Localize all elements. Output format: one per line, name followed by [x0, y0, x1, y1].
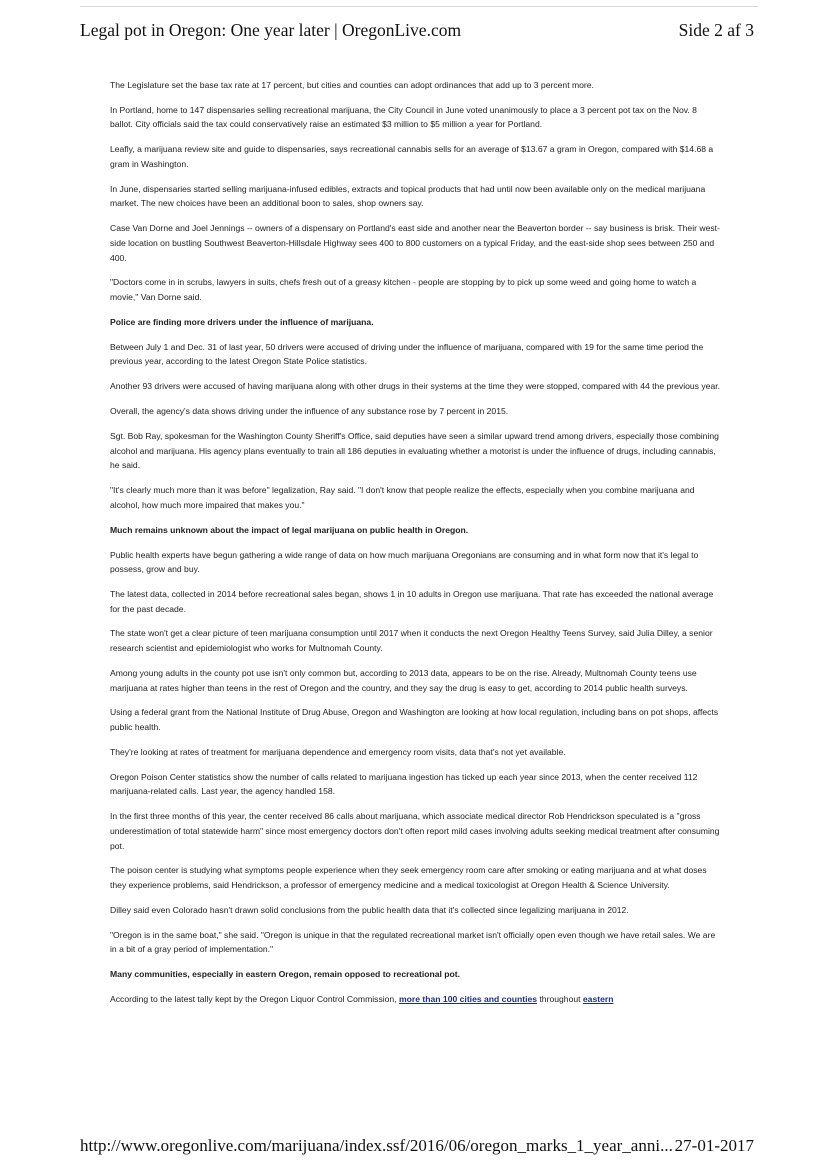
top-rule: [80, 6, 758, 7]
paragraph: The latest data, collected in 2014 before recreational sales began, shows 1 in 10 adults in Oregon use marijuana. That rate has exceeded the national average for the past decade.: [110, 589, 714, 614]
paragraph-text: throughout: [537, 994, 583, 1005]
paragraph: In the first three months of this year, the center received 86 calls about marijuana, which associate medical director Rob Hendrickson speculated is a "gross underestimation of total statewide harm" since most emergency doctors don't often report mild cases involving adults seeking medical treatment after consuming pot.: [110, 811, 720, 851]
paragraph: Among young adults in the county pot use isn't only common but, according to 2013 data, appears to be on the rise. Already, Multnomah County teens use marijuana at rates higher than teens in the rest of Oregon and the country, and they say the drug is easy to get, according to 2014 public health surveys.: [110, 667, 697, 693]
paragraph: Public health experts have begun gathering a wide range of data on how much marijuana Oregonians are consuming and in what form now that it's legal to possess, grow and buy.: [110, 549, 699, 575]
paragraph: The state won't get a clear picture of teen marijuana consumption until 2017 when it conducts the next Oregon Healthy Teens Survey, said Julia Dilley, a senior research scientist and epidemiologist who works for Multnomah County.: [110, 628, 713, 654]
paragraph: Using a federal grant from the National Institute of Drug Abuse, Oregon and Washington are looking at how local regulation, including bans on pot shops, affects public health.: [110, 707, 719, 733]
paragraph: The poison center is studying what symptoms people experience when they seek emergency room care after smoking or eating marijuana and at what doses they experience problems, said Hendrickson, a professor of emergency medicine and a medical toxicologist at Oregon Health & Science University.: [110, 865, 707, 890]
paragraph-text: According to the latest tally kept by the Oregon Liquor Control Commission,: [110, 994, 399, 1005]
source-url: http://www.oregonlive.com/marijuana/index.ssf/2016/06/oregon_marks_1_year_anni...: [80, 1136, 673, 1155]
subheading: Many communities, especially in eastern Oregon, remain opposed to recreational pot.: [110, 969, 461, 980]
document-title: Legal pot in Oregon: One year later | OregonLive.com: [80, 20, 462, 40]
page-footer: [80, 1136, 754, 1156]
paragraph: Oregon Poison Center statistics show the number of calls related to marijuana ingestion has ticked up each year since 2013, when the center received 112 marijuana-related calls. Last year, the agency handled 158.: [110, 771, 698, 797]
paragraph: Case Van Dorne and Joel Jennings -- owners of a dispensary on Portland's east side and another near the Beaverton border -- say business is brisk. Their west-side location on bustling Southwest Beaverton-Hillsdale Highway sees 400 to 800 customers on a typical Friday, and the east-side shop sees between 250 and 400.: [110, 223, 720, 263]
article-body: [110, 78, 722, 1017]
page-indicator: Side 2 af 3: [678, 20, 754, 40]
paragraph-last: [110, 992, 722, 1007]
paragraph: They're looking at rates of treatment for marijuana dependence and emergency room visits, data that's not yet available.: [110, 746, 566, 757]
link-eastern[interactable]: eastern: [582, 994, 614, 1005]
link-cities-counties[interactable]: more than 100 cities and counties: [399, 994, 538, 1005]
paragraph: In Portland, home to 147 dispensaries selling recreational marijuana, the City Council in June voted unanimously to place a 3 percent pot tax on the Nov. 8 ballot. City officials said the tax could conservatively raise an estimated $3 million to $5 million a year for Portland.: [110, 104, 697, 130]
paragraph: "Doctors come in in scrubs, lawyers in suits, chefs fresh out of a greasy kitchen - people are stopping by to pick up some weed and going home to watch a movie," Van Dorne said.: [110, 277, 697, 303]
paragraph: "Oregon is in the same boat," she said. "Oregon is unique in that the regulated recreational market isn't officially open even though we have retail sales. We are in a bit of a gray period of implementation.": [110, 929, 716, 955]
paragraph: Another 93 drivers were accused of having marijuana along with other drugs in their systems at the time they were stopped, compared with 44 the previous year.: [110, 381, 721, 392]
page-header: [80, 20, 754, 41]
paragraph: In June, dispensaries started selling marijuana-infused edibles, extracts and topical products that had until now been available only on the medical marijuana market. The new choices have been an additional boon to sales, shop owners say.: [110, 183, 706, 209]
paragraph: Dilley said even Colorado hasn't drawn solid conclusions from the public health data that it's collected since legalizing marijuana in 2012.: [110, 904, 629, 915]
subheading: Police are finding more drivers under the influence of marijuana.: [110, 316, 374, 327]
paragraph: The Legislature set the base tax rate at 17 percent, but cities and counties can adopt ordinances that add up to 3 percent more.: [110, 80, 594, 90]
print-date: 27-01-2017: [674, 1136, 754, 1155]
paragraph: "It's clearly much more than it was before" legalization, Ray said. "I don't know that people realize the effects, especially when you combine marijuana and alcohol, how much more impaired that makes you.": [110, 485, 695, 510]
paragraph: Sgt. Bob Ray, spokesman for the Washington County Sheriff's Office, said deputies have seen a similar upward trend among drivers, especially those combining alcohol and marijuana. His agency plans eventually to train all 186 deputies in evaluating whether a motorist is under the influence of drugs, including cannabis, he said.: [110, 431, 719, 471]
paragraph: Between July 1 and Dec. 31 of last year, 50 drivers were accused of driving under the influence of marijuana, compared with 19 for the same time period the previous year, according to the latest Oregon State Police statistics.: [110, 341, 704, 367]
subheading: Much remains unknown about the impact of legal marijuana on public health in Oregon.: [110, 524, 469, 535]
paragraph: Leafly, a marijuana review site and guide to dispensaries, says recreational cannabis sells for an average of $13.67 a gram in Oregon, compared with $14.68 a gram in Washington.: [110, 144, 714, 169]
paragraph: Overall, the agency's data shows driving under the influence of any substance rose by 7 percent in 2015.: [110, 406, 509, 417]
